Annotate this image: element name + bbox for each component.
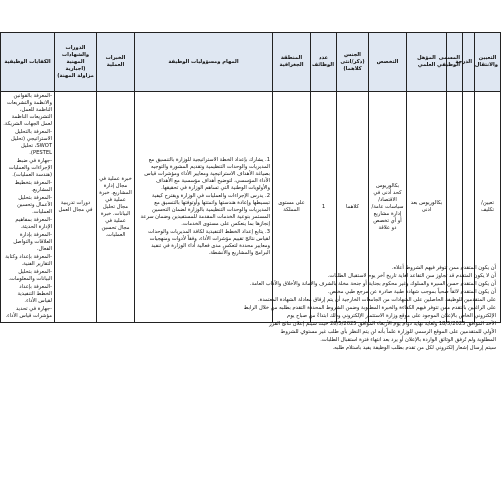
- notes-block: [6, 264, 496, 352]
- competency-item: -المعرفة بإعداد الخطط التنفيذية لقياس الأداء.: [17, 284, 52, 304]
- competency-item: -جهارة في ضبط الإجراءات والعمليات (هندسة العمليات).: [8, 158, 52, 178]
- header-competencies: الكفايات الوظيفية: [1, 33, 55, 92]
- competency-item: -المعرفة بتحليل البيانات والمعلومات.: [8, 269, 52, 282]
- duty-item: 3. يتابع إعداد الخطط التنفيذية لكافة المديريات والوحدات لقياس نتائج تقييم مؤشرات الأداء، وفقاً لأدوات ومنهجيات ومعايير محددة لتعكس مدى فعالية أداء الوزارة في تنفيذ البرامج والمشاريع والأنشطة.: [148, 228, 270, 256]
- header-specialization: التخصص: [369, 33, 407, 92]
- header-count: عدد الوظائف: [311, 33, 337, 92]
- cell-appointment-type: تعيين/تكليف: [475, 92, 501, 323]
- header-grade: الدرجة: [463, 33, 475, 92]
- header-job-title: المسمى الوظيفي: [447, 33, 463, 92]
- duty-item: 2. يدرس الإجراءات والعمليات في الوزارة ويقترح كيفية تبسيطها وإعادة هندستها واتمتتها وأوتوفتها بالتنسيق مع المديريات والوحدات التنظيمية بالوزارة لضمان التحسين المستمر بنوعية الخدمات المقدمة للمستفيدين وضمان سرعة إنجازها بما ينعكس على مستوى الخدمات.: [140, 192, 270, 227]
- competency-item: -جهارة في تحديد مؤشرات قياس الأداء.: [5, 306, 52, 319]
- cell-count: 1: [311, 92, 337, 323]
- competency-item: -المعرفة بتحليل الأعمال وتحسين العمليات.: [17, 195, 52, 215]
- cell-gender: كلاهما: [337, 92, 369, 323]
- header-region: المنطقة الجغرافية: [273, 33, 311, 92]
- note-line: أن يكون المتقدم حسن السيرة والسلوك وغير محكوم بجناية أو جنحة مخلة بالشرف والأمانة والأخلاق والآداب العامة.: [249, 281, 496, 287]
- note-line: أن يكون المتقدم ممن تتوفر فيهم الشروط أعلاه.: [391, 265, 496, 271]
- note-line: الأولي للمتقدمين على الموقع الرسمي للوزارة علماً بأنه لن يتم النظر بأي طلب غير مستوفٍ للشروط: [280, 329, 496, 335]
- note-line: الإلكتروني الخاص بالإعلان الموجود على موقع وزارة الاستثمار الإلكتروني وذلك ابتداءً من صباح يوم: [287, 313, 496, 319]
- header-appointment-type: التعيين والانتقال: [475, 33, 501, 92]
- note-line: على الراغبين بالتقدم ممن تتوفر فيهم الكفاءة والخبرة المطلوبة وضمن الشروط المحددة التقدم بطلبه من خلال الرابط: [243, 305, 496, 311]
- note-line: سيتم إرسال إشعار إلكتروني لكل من تقدم بطلب الوظيفة يفيد باستلام طلبه.: [332, 345, 496, 351]
- competency-item: -المعرفة بالقوانين والانظمة والتشريعات الناظمة للعمل، التشريعات الناظمة لعمل الجهات الشريكة.: [3, 93, 52, 127]
- note-line: على المتقدمين للوظيفة الحاصلين على الشهادات من الجامعات الخارجية أن يتم إرفاق معادلة الشهادة المعتمدة.: [257, 297, 496, 303]
- cell-region: على مستوى المملكة: [273, 92, 311, 323]
- cell-specialization: بكالوريوس كحد أدنى في الاقتصاد/سياسات عامة/إدارة مشاريع أو أي تخصص ذو علاقة: [369, 92, 407, 323]
- competency-item: -المعرفة بالتحليل الاستراتيجي (تحليل SWOT، تحليل PESTEL).: [11, 129, 52, 156]
- cell-courses: دورات تدريبية في مجال العمل: [55, 92, 97, 323]
- note-line: الأحد الموافق 18/5/2025 ولغاية نهاية دوام يوم الأربعاء الموافق 28/5/2025 حيث سيتم إعلان نتائج الفرز: [269, 321, 496, 327]
- competency-item: -المعرفة بإدارة العلاقات والتواصل الفعال.: [13, 232, 52, 252]
- header-duties: المهام ومسؤوليات الوظيفة: [135, 33, 273, 92]
- cell-experience: خبرة عملية في مجال إدارة المشاريع. خبرة عملية في مجال تحليل البيانات. خبرة عملية في مجال تحسين العمليات.: [97, 92, 135, 323]
- table-header-row: [1, 33, 501, 92]
- cell-qualification: بكالوريوس بعد ادنى: [407, 92, 447, 323]
- competency-item: -المعرفة بتخطيط المشاريع.: [14, 180, 52, 193]
- duty-item: 1. يشارك بإعداد الخطة الاستراتيجية للوزارة بالتنسيق مع المديريات والوحدات التنظيمية وتقديم المشورة والتوجيه بصياغة الأهداف الاستراتيجية ومعايير الأداء ومؤشرات قياس الأداء المؤسسي، لتوضيح أهداف مؤسسية مع الأهداف والأولويات الوطنية التي تساهم الوزارة في تحقيقها.: [144, 156, 270, 191]
- note-line: المطلوبة ولم تُرفق الوثائق الواردة بالإعلان أو يرد بعد انتهاء فترة استقبال الطلبات.: [320, 337, 496, 343]
- header-gender: الجنس (ذكر/انثى كلاهما): [337, 33, 369, 92]
- header-courses: الدورات والشهادات المهنية (اجبارية مزاولة المهنة): [55, 33, 97, 92]
- header-qualification: المؤهل العلمي: [407, 33, 447, 92]
- competency-item: -المعرفة بإعداد وكتابة التقارير الفنية.: [5, 254, 52, 267]
- header-experience: الخبرات العملية: [97, 33, 135, 92]
- note-line: أن يكون المتقدم لائقاً صحياً بموجب شهادة طبية صادرة عن مرجع طبي مختص.: [327, 289, 496, 295]
- note-line: أن لا يكون المتقدم قد تجاوز سن التقاعد لغاية تاريخ آخر يوم لاستقبال الطلبات.: [327, 273, 496, 279]
- competency-item: -المعرفة بمفاهيم الإدارة الحديثة.: [15, 217, 52, 230]
